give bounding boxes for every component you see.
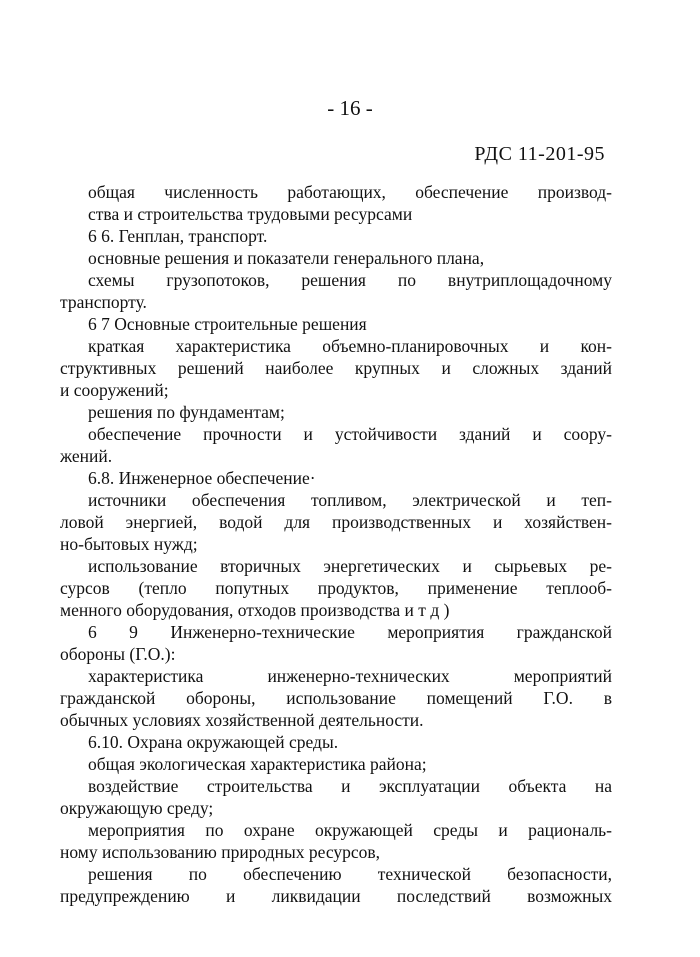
- text-line: обороны (Г.О.):: [60, 644, 176, 664]
- text-line: обычных условиях хозяйственной деятельности.: [60, 710, 424, 730]
- text-line: менного оборудования, отходов производства и т д ): [60, 600, 450, 620]
- text-line: 6.10. Охрана окружающей среды.: [88, 732, 339, 752]
- text-line: мероприятия по охране окружающей среды и рациональ-: [88, 820, 612, 840]
- text-line: окружающую среду;: [60, 798, 214, 818]
- text-line: но-бытовых нужд;: [60, 534, 198, 554]
- text-line: 6.8. Инженерное обеспечение·: [88, 468, 316, 488]
- text-line: 6 7 Основные строительные решения: [88, 314, 367, 334]
- text-line: общая численность работающих, обеспечение производ-: [88, 182, 612, 202]
- text-line: гражданской обороны, использование помещений Г.О. в: [60, 688, 612, 708]
- text-line: основные решения и показатели генерального плана,: [88, 248, 485, 268]
- text-line: решения по фундаментам;: [88, 402, 285, 422]
- text-line: предупреждению и ликвидации последствий возможных: [60, 886, 612, 906]
- text-line: жений.: [60, 446, 113, 466]
- text-line: обеспечение прочности и устойчивости зданий и соору-: [88, 424, 612, 444]
- text-line: использование вторичных энергетических и сырьевых ре-: [88, 556, 612, 576]
- text-line: воздействие строительства и эксплуатации объекта на: [88, 776, 612, 796]
- page-number: - 16 -: [327, 96, 373, 120]
- text-line: транспорту.: [60, 292, 147, 312]
- text-line: 6 6. Генплан, транспорт.: [88, 226, 268, 246]
- text-line: 6 9 Инженерно-технические мероприятия гражданской: [88, 622, 612, 642]
- text-line: общая экологическая характеристика района;: [88, 754, 427, 774]
- text-line: решения по обеспечению технической безопасности,: [88, 864, 612, 884]
- text-line: краткая характеристика объемно-планировочных и кон-: [88, 336, 612, 356]
- text-line: сурсов (тепло попутных продуктов, применение теплооб-: [60, 578, 612, 598]
- text-line: схемы грузопотоков, решения по внутриплощадочному: [88, 270, 612, 290]
- text-line: ства и строительства трудовыми ресурсами: [88, 204, 413, 224]
- text-line: ному использованию природных ресурсов,: [60, 842, 381, 862]
- text-line: структивных решений наиболее крупных и сложных зданий: [60, 358, 612, 378]
- text-line: и сооружений;: [60, 380, 169, 400]
- text-line: источники обеспечения топливом, электрической и теп-: [88, 490, 612, 510]
- document-code: РДС 11-201-95: [474, 143, 605, 165]
- text-line: характеристика инженерно-технических мероприятий: [88, 666, 612, 686]
- body-text: [60, 181, 612, 907]
- text-line: ловой энергией, водой для производственных и хозяйствен-: [60, 512, 612, 532]
